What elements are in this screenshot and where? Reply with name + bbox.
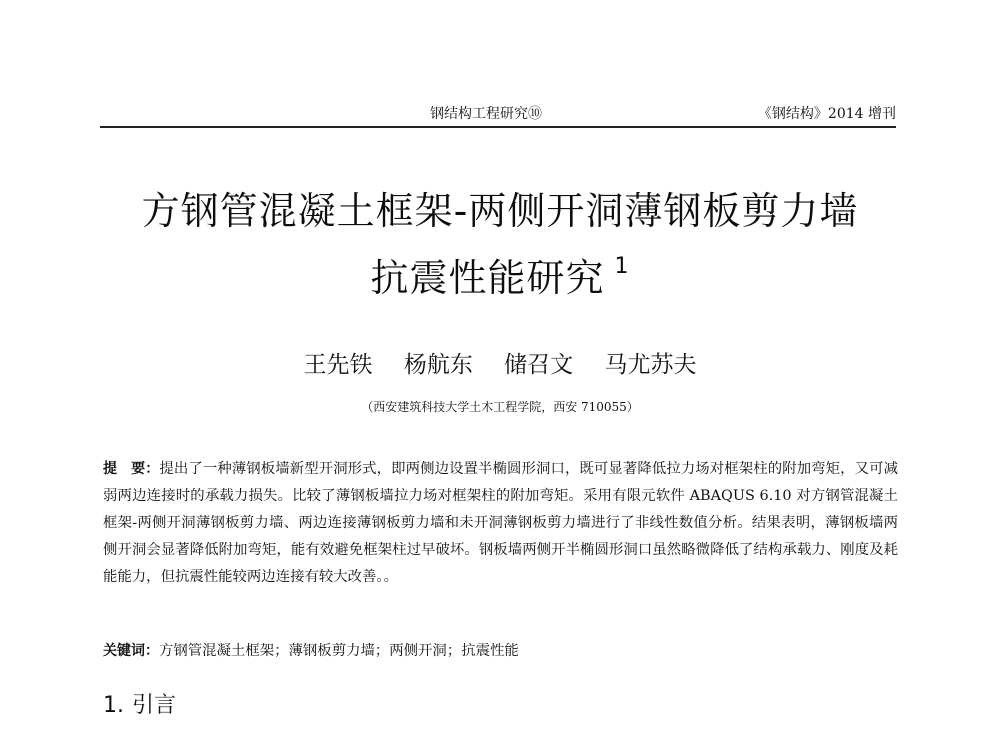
keywords-label: 关键词： — [103, 643, 159, 659]
author-name: 杨航东 — [403, 352, 473, 378]
author-name: 马尤苏夫 — [604, 352, 697, 378]
section-number: 1. — [103, 693, 124, 718]
title-footnote-marker: 1 — [614, 254, 630, 279]
section-title: 引言 — [132, 693, 177, 718]
abstract-text: 提出了一种薄钢板墙新型开洞形式，即两侧边设置半椭圆形洞口，既可显著降低拉力场对框架柱的附加弯矩，又可减弱两边连接时的承载力损失。比较了薄钢板墙拉力场对框架柱的附加弯矩。采用有限元软件 ABAQUS 6.10 对方钢管混凝土框架-两侧开洞薄钢板剪力墙、两边连接薄钢板剪力墙和未开洞薄钢板剪力墙进行了非线性数值分析。结果表明，薄钢板墙两侧开洞会显著降低附加弯矩，能有效避免框架柱过早破坏。钢板墙两侧开半椭圆形洞口虽然略微降低了结构承载力、刚度及耗能能力，但抗震性能较两边连接有较大改善。。 — [103, 461, 898, 585]
running-header — [100, 103, 896, 125]
title-line-2 — [80, 239, 920, 306]
abstract-label: 提 要： — [103, 461, 160, 477]
abstract — [103, 456, 898, 591]
title-line-2-text: 抗震性能研究 — [370, 256, 605, 300]
keywords-text: 方钢管混凝土框架；薄钢板剪力墙；两侧开洞；抗震性能 — [159, 643, 519, 659]
author-list — [100, 346, 900, 379]
affiliation: （西安建筑科技大学土木工程学院，西安 710055） — [361, 400, 639, 414]
journal-section-name: 钢结构工程研究⑩ — [430, 106, 542, 122]
journal-issue: 《钢结构》2014 增刊 — [757, 106, 896, 122]
section-heading — [103, 688, 176, 719]
paper-title — [80, 183, 920, 306]
title-line-1: 方钢管混凝土框架-两侧开洞薄钢板剪力墙 — [141, 189, 859, 233]
author-name: 王先铁 — [303, 352, 373, 378]
author-name: 储召文 — [504, 352, 574, 378]
keywords — [103, 639, 898, 660]
header-rule — [100, 126, 896, 128]
